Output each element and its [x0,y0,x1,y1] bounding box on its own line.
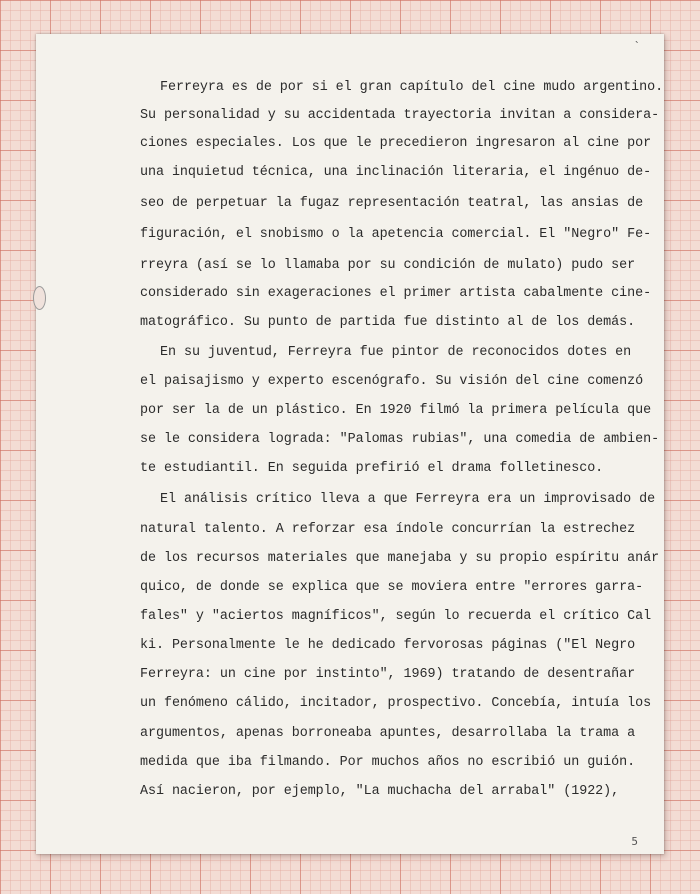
corner-mark: ˎ [633,30,640,43]
text-line: Su personalidad y su accidentada trayectoria invitan a considera- [140,108,660,123]
text-line: figuración, el snobismo o la apetencia comercial. El "Negro" Fe- [140,227,652,242]
text-line: fales" y "aciertos magníficos", según lo recuerda el crítico Cal [140,609,652,624]
text-line: argumentos, apenas borroneaba apuntes, desarrollaba la trama a [140,726,636,741]
text-line: El análisis crítico lleva a que Ferreyra era un improvisado de [160,492,656,507]
punch-hole [33,286,46,310]
page-number: 5 [631,835,638,848]
text-line: considerado sin exageraciones el primer artista cabalmente cine- [140,286,652,301]
typewritten-page [36,30,664,854]
text-line: seo de perpetuar la fugaz representación teatral, las ansias de [140,196,644,211]
text-line: te estudiantil. En seguida prefirió el drama folletinesco. [140,461,604,476]
text-line: Así nacieron, por ejemplo, "La muchacha del arrabal" (1922), [140,784,620,799]
text-line: un fenómeno cálido, incitador, prospectivo. Concebía, intuía los [140,696,652,711]
text-line: se le considera lograda: "Palomas rubias", una comedia de ambien- [140,432,660,447]
text-line: quico, de donde se explica que se moviera entre "errores garra- [140,580,644,595]
text-line: de los recursos materiales que manejaba y su propio espíritu anár [140,551,660,566]
text-line: medida que iba filmando. Por muchos años no escribió un guión. [140,755,636,770]
text-line: Ferreyra es de por si el gran capítulo del cine mudo argentino. [160,80,664,95]
text-line: una inquietud técnica, una inclinación literaria, el ingénuo de- [140,165,652,180]
text-line: rreyra (así se lo llamaba por su condición de mulato) pudo ser [140,258,636,273]
text-line: ciones especiales. Los que le precedieron ingresaron al cine por [140,136,652,151]
text-line: por ser la de un plástico. En 1920 filmó la primera película que [140,403,652,418]
text-line: natural talento. A reforzar esa índole concurrían la estrechez [140,522,636,537]
text-line: En su juventud, Ferreyra fue pintor de reconocidos dotes en [160,345,632,360]
text-line: ki. Personalmente le he dedicado fervorosas páginas ("El Negro [140,638,636,653]
text-line: el paisajismo y experto escenógrafo. Su visión del cine comenzó [140,374,644,389]
text-line: matográfico. Su punto de partida fue distinto al de los demás. [140,315,636,330]
text-line: Ferreyra: un cine por instinto", 1969) tratando de desentrañar [140,667,636,682]
